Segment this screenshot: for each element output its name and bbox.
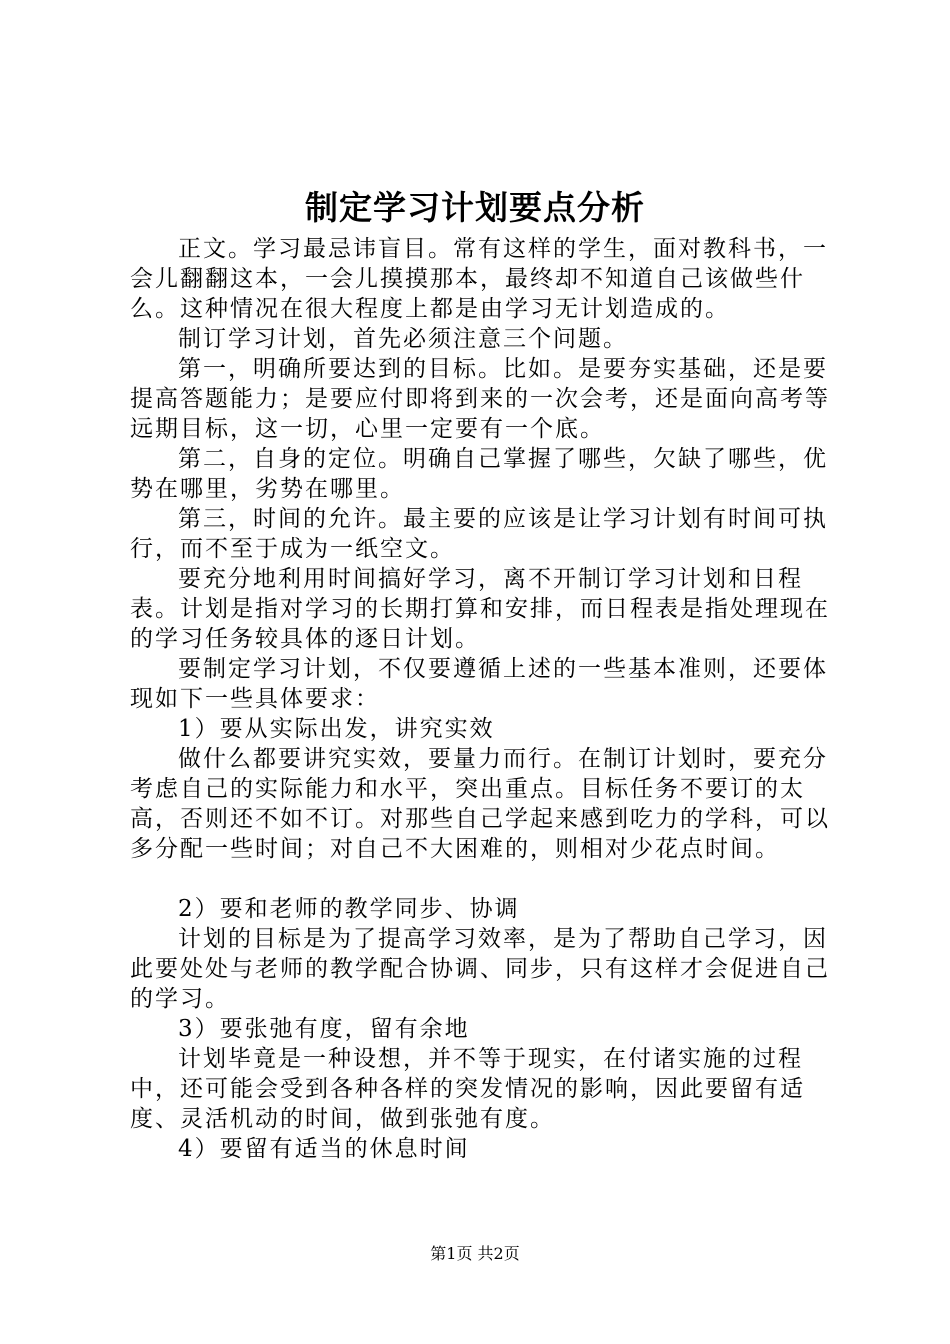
section-heading: 4）要留有适当的休息时间	[178, 1136, 470, 1162]
document-title: 制定学习计划要点分析	[305, 188, 645, 227]
paragraph: 第一，明确所要达到的目标。比如。是要夯实基础，还是要提高答题能力；是要应付即将到来的一次会考，还是面向高考等远期目标，这一切，心里一定要有一个底。	[130, 356, 830, 442]
paragraph: 正文。学习最忌讳盲目。常有这样的学生，面对教科书，一会儿翻翻这本，一会儿摸摸那本，最终却不知道自己该做些什么。这种情况在很大程度上都是由学习无计划造成的。	[130, 236, 828, 322]
page-footer: 第1页 共2页	[430, 1244, 520, 1263]
section-heading: 1）要从实际出发，讲究实效	[178, 716, 495, 742]
document-body	[130, 234, 836, 1164]
paragraph: 要充分地利用时间搞好学习，离不开制订学习计划和日程表。计划是指对学习的长期打算和安排，而日程表是指处理现在的学习任务较具体的逐日计划。	[130, 566, 830, 652]
paragraph: 要制定学习计划，不仅要遵循上述的一些基本准则，还要体现如下一些具体要求：	[130, 656, 828, 712]
paragraph: 计划毕竟是一种设想，并不等于现实，在付诸实施的过程中，还可能会受到各种各样的突发情况的影响，因此要留有适度、灵活机动的时间，做到张弛有度。	[130, 1046, 805, 1132]
section-heading: 3）要张弛有度，留有余地	[178, 1016, 470, 1042]
paragraph: 计划的目标是为了提高学习效率，是为了帮助自己学习，因此要处处与老师的教学配合协调、同步，只有这样才会促进自己的学习。	[130, 926, 830, 1012]
paragraph: 制订学习计划，首先必须注意三个问题。	[178, 326, 628, 352]
section-heading: 2）要和老师的教学同步、协调	[178, 896, 520, 922]
paragraph: 第二，自身的定位。明确自己掌握了哪些，欠缺了哪些，优势在哪里，劣势在哪里。	[130, 446, 828, 502]
paragraph: 第三，时间的允许。最主要的应该是让学习计划有时间可执行，而不至于成为一纸空文。	[130, 506, 828, 562]
blank-line	[130, 864, 836, 894]
paragraph: 做什么都要讲究实效，要量力而行。在制订计划时，要充分考虑自己的实际能力和水平，突出重点。目标任务不要订的太高，否则还不如不订。对那些自己学起来感到吃力的学科，可以多分配一些时间；对自己不大困难的，则相对少花点时间。	[130, 746, 830, 862]
